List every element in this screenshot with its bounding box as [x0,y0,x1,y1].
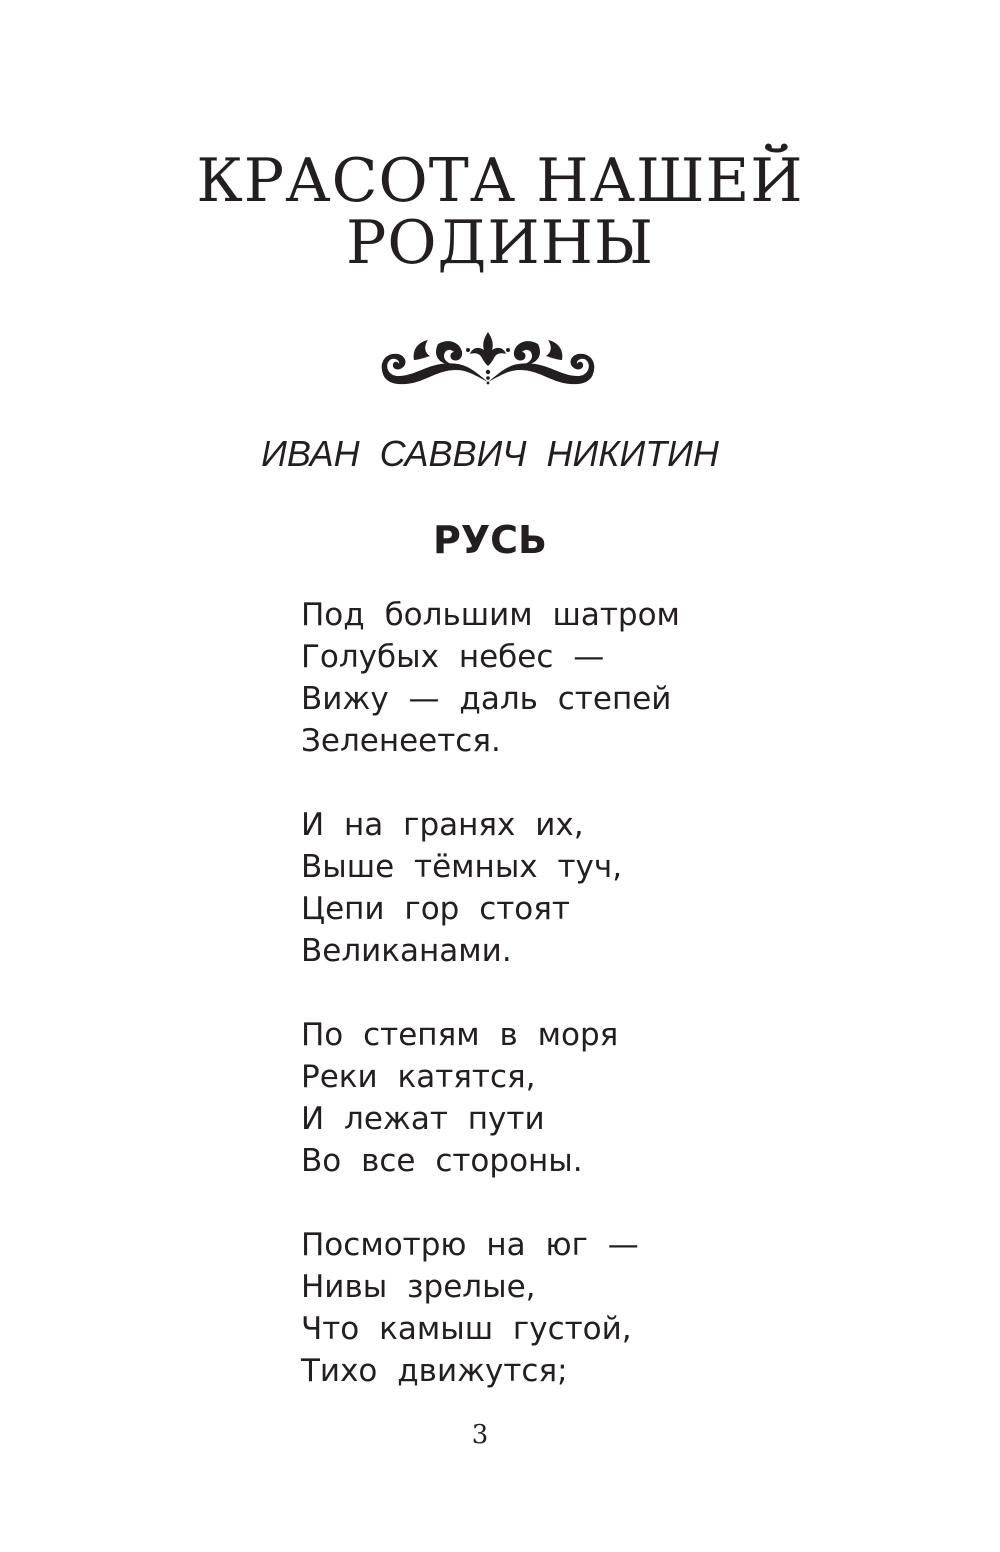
poem-line: Во все стороны. [301,1143,583,1179]
poem-line: Зеленеется. [301,723,501,759]
section-title [0,146,1000,278]
poem-line: Под большим шатром [301,597,680,633]
poem-line: Выше тёмных туч, [301,849,623,885]
stanza [301,1014,941,1182]
poem-line: И на гранях их, [301,807,584,843]
section-title-line-1: КРАСОТА НАШЕЙ [196,146,804,216]
poem-line: И лежат пути [301,1101,545,1137]
poem-body [301,594,941,1434]
poem-line: Цепи гор стоят [301,891,570,927]
stanza [301,594,941,762]
poem-line: Вижу — даль степей [301,681,672,717]
floral-ornament-icon [378,330,598,388]
page-number: 3 [471,1420,489,1450]
poem-line: Реки катятся, [301,1059,536,1095]
poem-line: Голубых небес — [301,639,605,675]
section-title-line-2: РОДИНЫ [345,208,655,278]
poem-title: РУСЬ [433,518,547,562]
poem-line: Посмотрю на юг — [301,1227,639,1263]
stanza [301,1224,941,1392]
poem-line: Что камыш густой, [301,1311,632,1347]
poem-line: Нивы зрелые, [301,1269,536,1305]
poem-line: Великанами. [301,933,512,969]
poem-line: Тихо движутся; [301,1353,568,1389]
author-name: ИВАН САВВИЧ НИКИТИН [261,433,719,474]
stanza [301,804,941,972]
poem-line: По степям в моря [301,1017,619,1053]
